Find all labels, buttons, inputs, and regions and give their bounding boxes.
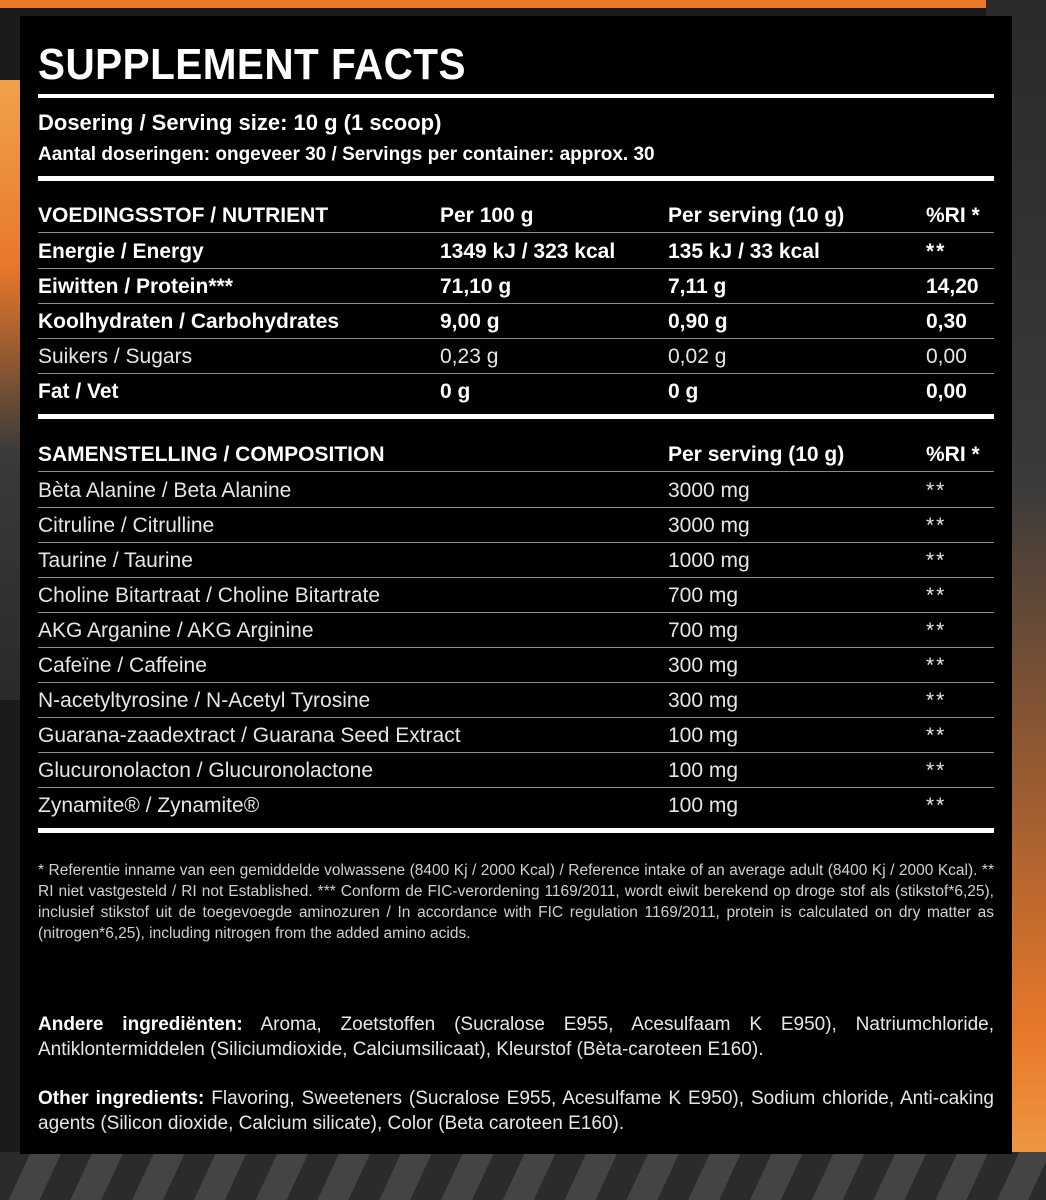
ingredients-nl — [38, 1012, 994, 1062]
ingredients-en — [38, 1086, 994, 1136]
ingredient-ri: ** — [926, 479, 947, 502]
ingredient-name: Zynamite® / Zynamite® — [38, 794, 260, 817]
footnote: * Referentie inname van een gemiddelde volwassene (8400 Kj / 2000 Kcal) / Reference intake of an average adult (8400 Kj / 2000 Kcal). ** RI niet vastgesteld / RI not Established. *** Conform de FIC-verordening 1169/2011, wordt eiwit berekend op droge stof als (stikstof*6,25), inclusief stikstof uit de toegevoegde aminozuren / In accordance with FIC regulation 1169/2011, protein is calculated on dry matter as (nitrogen*6,25), including nitrogen from the added amino acids. — [38, 862, 994, 942]
ingredient-ri: ** — [926, 724, 947, 747]
header-per-serving: Per serving (10 g) — [668, 443, 845, 466]
panel-title: SUPPLEMENT FACTS — [38, 40, 466, 89]
composition-row — [38, 578, 994, 613]
composition-row — [38, 473, 994, 508]
ingredient-name: N-acetyltyrosine / N-Acetyl Tyrosine — [38, 689, 371, 712]
ingredient-name: Citruline / Citrulline — [38, 514, 215, 537]
ingredient-amount: 100 mg — [668, 724, 739, 747]
title-divider — [38, 94, 994, 98]
ingredient-ri: ** — [926, 514, 947, 537]
ingredient-amount: 700 mg — [668, 584, 739, 607]
nutrient-per-serving: 0 g — [668, 380, 699, 403]
nutrition-divider — [38, 414, 994, 419]
nutrient-per100: 1349 kJ / 323 kcal — [440, 240, 616, 263]
ingredient-amount: 3000 mg — [668, 514, 750, 537]
nutrition-row — [38, 234, 994, 269]
serving-divider — [38, 176, 994, 181]
nutrient-per100: 0,23 g — [440, 345, 499, 368]
ingredient-amount: 300 mg — [668, 654, 739, 677]
composition-row — [38, 648, 994, 683]
ingredient-name: Guarana-zaadextract / Guarana Seed Extract — [38, 724, 461, 747]
nutrient-per100: 9,00 g — [440, 310, 500, 333]
composition-row — [38, 718, 994, 753]
ingredient-ri: ** — [926, 654, 947, 677]
composition-header-row — [38, 437, 994, 472]
nutrient-per-serving: 0,02 g — [668, 345, 727, 368]
nutrient-ri: 0,30 — [926, 310, 967, 333]
ingredients-nl-text: Aroma, Zoetstoffen (Sucralose E955, Acesulfaam K E950), Natriumchloride, Antiklontermiddelen (Siliciumdioxide, Calciumsilicaat), Kleurstof (Bèta-caroteen E160). — [38, 1014, 994, 1060]
nutrient-per-serving: 0,90 g — [668, 310, 728, 333]
nutrition-row — [38, 339, 994, 374]
nutrition-row — [38, 374, 994, 409]
nutrient-name: Fat / Vet — [38, 380, 119, 403]
supplement-facts-panel — [20, 16, 1012, 1154]
nutrient-name: Suikers / Sugars — [38, 345, 193, 368]
ingredient-amount: 100 mg — [668, 794, 739, 817]
ingredient-name: Cafeïne / Caffeine — [38, 654, 207, 677]
nutrient-name: Koolhydraten / Carbohydrates — [38, 310, 340, 333]
ingredient-name: Choline Bitartraat / Choline Bitartrate — [38, 584, 380, 607]
ingredient-ri: ** — [926, 619, 947, 642]
nutrient-ri: 0,00 — [926, 345, 967, 368]
ingredient-amount: 3000 mg — [668, 479, 750, 502]
ingredients-en-text: Flavoring, Sweeteners (Sucralose E955, Acesulfame K E950), Sodium chloride, Anti-caking agents (Silicon dioxide, Calcium silicate), Color (Beta caroteen E160). — [38, 1088, 994, 1134]
ingredient-ri: ** — [926, 759, 947, 782]
nutrition-header-row — [38, 198, 994, 233]
composition-row — [38, 788, 994, 823]
nutrient-name: Energie / Energy — [38, 240, 204, 263]
header-per-serving: Per serving (10 g) — [668, 204, 845, 227]
ingredient-amount: 1000 mg — [668, 549, 750, 572]
header-ri: %RI * — [926, 443, 980, 466]
ingredient-name: Glucuronolacton / Glucuronolactone — [38, 759, 374, 782]
nutrient-ri: 0,00 — [926, 380, 967, 403]
nutrition-row — [38, 304, 994, 339]
ingredients-en-label: Other ingredients: — [38, 1088, 205, 1109]
ingredient-ri: ** — [926, 689, 947, 712]
nutrient-ri: 14,20 — [926, 275, 979, 298]
ingredient-amount: 100 mg — [668, 759, 739, 782]
ingredient-name: AKG Arganine / AKG Arginine — [38, 619, 314, 642]
nutrient-per-serving: 135 kJ / 33 kcal — [668, 240, 820, 263]
ingredient-name: Taurine / Taurine — [38, 549, 193, 572]
background-stripe — [0, 0, 1046, 8]
composition-row — [38, 613, 994, 648]
ingredient-amount: 700 mg — [668, 619, 739, 642]
header-ri: %RI * — [926, 204, 980, 227]
ingredient-ri: ** — [926, 584, 947, 607]
nutrition-row — [38, 269, 994, 304]
serving-size: Dosering / Serving size: 10 g (1 scoop) — [38, 110, 442, 135]
composition-row — [38, 508, 994, 543]
composition-row — [38, 683, 994, 718]
nutrient-per100: 0 g — [440, 380, 471, 403]
nutrient-per100: 71,10 g — [440, 275, 512, 298]
composition-row — [38, 543, 994, 578]
composition-divider — [38, 828, 994, 833]
ingredient-ri: ** — [926, 549, 947, 572]
composition-row — [38, 753, 994, 788]
header-per100: Per 100 g — [440, 204, 534, 227]
nutrient-ri: ** — [926, 240, 947, 263]
servings-per-container: Aantal doseringen: ongeveer 30 / Servings per container: approx. 30 — [38, 144, 655, 165]
ingredient-ri: ** — [926, 794, 947, 817]
nutrient-name: Eiwitten / Protein*** — [38, 275, 233, 298]
background-bottom-band — [0, 1152, 1046, 1200]
nutrient-per-serving: 7,11 g — [668, 275, 727, 298]
ingredient-amount: 300 mg — [668, 689, 739, 712]
ingredient-name: Bèta Alanine / Beta Alanine — [38, 479, 292, 502]
header-nutrient: VOEDINGSSTOF / NUTRIENT — [38, 204, 329, 227]
ingredients-nl-label: Andere ingrediënten: — [38, 1014, 243, 1035]
header-composition: SAMENSTELLING / COMPOSITION — [38, 443, 385, 466]
